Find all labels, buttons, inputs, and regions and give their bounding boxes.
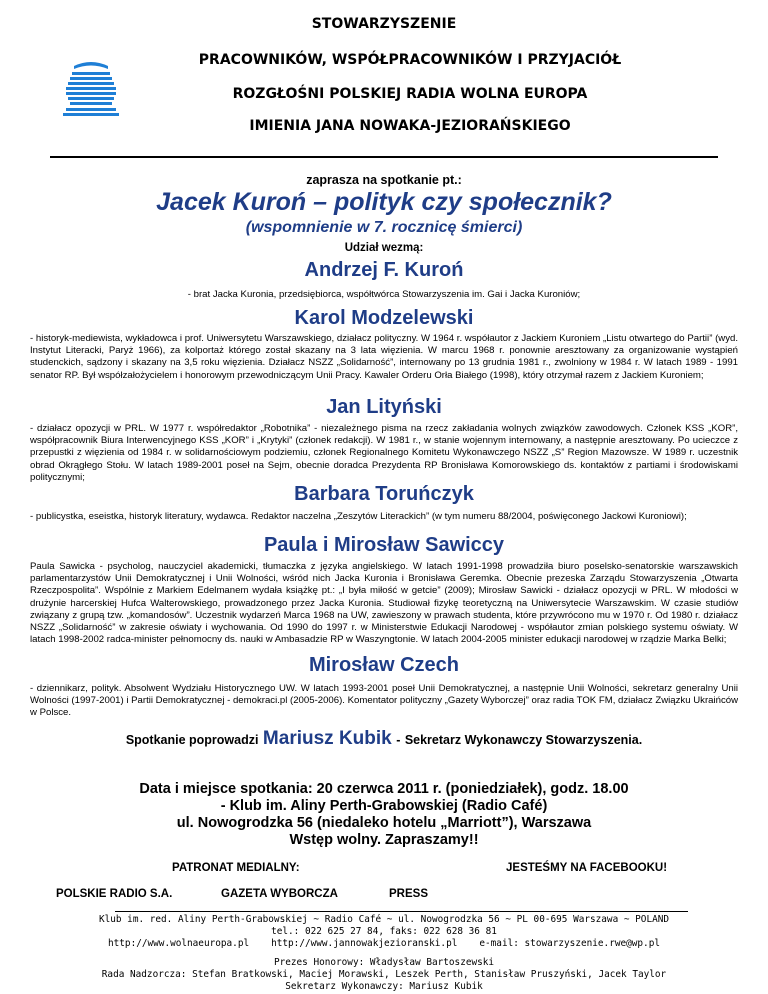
- speaker-bio: Paula Sawicka - psycholog, nauczyciel akademicki, tłumaczka z języka angielskiego. W latach 1991-1998 prowadziła biuro poselsko-senatorskie warszawskich parlamentarzystów Unii Demokratycznej i Unii Wolności, wśród nich Jacka Kuronia i Bronisława Geremka. Obecnie prezeska Zarządu Stowarzyszenia „Otwarta Rzeczpospolita”. Wspólnie z Markiem Edelmanem wydała książkę pt.: „I była miłość w getcie” (2009); Mirosław Sawicki - działacz opozycji w PRL. W młodości w drużynie harcerskiej Hufca Walterowskiego, prowadzonego przez Jacka Kuronia. Studiował fizykę teoretyczną na Uniwersytecie Warszawskim. W czasie studiów związany z grupą tzw. „komandosów”. Uczestnik wydarzeń Marca 1968 na UW, zawieszony w prawach studenta, które przywrócono mu w 1970 r. Od 1980 r. działacz NSZZ „Solidarność” w zakresie oświaty i wychowania. Od 1990 do 1997 r. w Ministerstwie Edukacji Narodowej - współautor zmian polskiego systemu oświaty. W latach 1998-2002 radca-minister pełnomocny ds. nauki w Ambasadzie RP w Waszyngtonie. W latach 2004-2005 minister edukacji narodowej w rządzie Marka Belki;: [30, 561, 738, 646]
- speaker-bio: - dziennikarz, polityk. Absolwent Wydziału Historycznego UW. W latach 1993-2001 poseł Unii Demokratycznej, a następnie Unii Wolności, sekretarz generalny Unii Wolności (1997-2001) i Partii Demokratycznej - demokraci.pl (2005-2006). Komentator polityczny „Gazety Wyborczej” oraz radia TOK FM, działacz Związku Ukraińców w Polsce.: [30, 683, 738, 719]
- supervisory-board: Rada Nadzorcza: Stefan Bratkowski, Maciej Morawski, Leszek Perth, Stanisław Pruszyński, Jacek Taylor: [101, 969, 667, 980]
- media-patron: GAZETA WYBORCZA: [221, 888, 338, 900]
- patronat-label: PATRONAT MEDIALNY:: [172, 862, 300, 874]
- event-intro: zaprasza na spotkanie pt.:: [306, 173, 462, 187]
- web-link[interactable]: http://www.jannowakjezioranski.pl: [271, 938, 458, 949]
- footer-phones: tel.: 022 625 27 84, faks: 022 628 36 81: [271, 926, 497, 937]
- speaker-name: Paula i Mirosław Sawiccy: [263, 534, 505, 556]
- moderator-dash: -: [396, 733, 401, 747]
- executive-secretary: Sekretarz Wykonawczy: Mariusz Kubik: [285, 981, 483, 992]
- event-date-place: Data i miejsce spotkania: 20 czerwca 2011 r. (poniedziałek), godz. 18.00: [139, 781, 629, 797]
- rwe-logo-icon: [60, 56, 120, 116]
- footer-address: Klub im. red. Aliny Perth-Grabowskiej ~ Radio Café ~ ul. Nowogrodzka 56 ~ PL 00-695 Warszawa ~ POLAND: [98, 914, 670, 925]
- moderator-prefix: Spotkanie poprowadzi: [125, 733, 259, 747]
- media-patron: PRESS: [389, 888, 428, 900]
- event-entry: Wstęp wolny. Zapraszamy!!: [289, 832, 479, 848]
- speaker-bio: - publicystka, eseistka, historyk literatury, wydawca. Redaktor naczelna „Zeszytów Literackich” (w tym numeru 88/2004, poświęconego Jackowi Kuroniowi);: [30, 511, 687, 522]
- honorary-president: Prezes Honorowy: Władysław Bartoszewski: [273, 957, 495, 968]
- moderator-role: Sekretarz Wykonawczy Stowarzyszenia.: [404, 733, 643, 747]
- media-patron: POLSKIE RADIO S.A.: [56, 888, 173, 900]
- speaker-bio: - brat Jacka Kuronia, przedsiębiorca, współtwórca Stowarzyszenia im. Gai i Jacka Kuroniów;: [187, 289, 581, 300]
- event-title: Jacek Kuroń – polityk czy społecznik?: [156, 188, 612, 216]
- header-line-2: PRACOWNIKÓW, WSPÓŁPRACOWNIKÓW I PRZYJACIÓŁ: [198, 52, 622, 68]
- moderator-line: [0, 728, 768, 750]
- footer-links: [0, 938, 768, 950]
- speaker-name: Jan Lityński: [326, 396, 442, 418]
- speaker-name: Mirosław Czech: [308, 654, 460, 676]
- speaker-name: Karol Modzelewski: [294, 307, 474, 329]
- event-subtitle: (wspomnienie w 7. rocznicę śmierci): [245, 219, 523, 236]
- speaker-bio: - działacz opozycji w PRL. W 1977 r. współredaktor „Robotnika” - niezależnego pisma na rzecz zakładania wolnych związków zawodowych. Członek KSS „KOR”, współpracownik Biura Interwencyjnego KSS „KOR” i „Krytyki” (członek redakcji). W 1981 r., w stanie wojennym internowany, a następnie aresztowany. Po ucieczce z przepustki z więzienia od 1984 r. w solidarnościowym podziemiu, członek Regionalnego Komitetu Wykonawczego NSZZ „S” Region Mazowsze. W 1989 r. uczestnik obrad Okrągłego Stołu. W latach 1989-2001 poseł na Sejm, obecnie doradca Prezydenta RP Bronisława Komorowskiego ds. kontaktów z partiami i środowiskami politycznymi;: [30, 423, 738, 483]
- moderator-name: Mariusz Kubik: [262, 728, 392, 749]
- participants-label: Udział wezmą:: [344, 242, 424, 254]
- event-venue: - Klub im. Aliny Perth-Grabowskiej (Radio Café): [220, 798, 548, 814]
- header-line-1: STOWARZYSZENIE: [311, 16, 457, 32]
- header-line-4: IMIENIA JANA NOWAKA-JEZIORAŃSKIEGO: [249, 118, 571, 134]
- web-link[interactable]: http://www.wolnaeuropa.pl: [108, 938, 250, 949]
- footer-divider: [115, 911, 688, 912]
- header-divider: [50, 156, 718, 158]
- header-line-3: ROZGŁOŚNI POLSKIEJ RADIA WOLNA EUROPA: [232, 86, 588, 102]
- email-link[interactable]: e-mail: stowarzyszenie.rwe@wp.pl: [479, 938, 660, 949]
- event-address: ul. Nowogrodzka 56 (niedaleko hotelu „Marriott”), Warszawa: [176, 815, 592, 831]
- speaker-name: Andrzej F. Kuroń: [304, 259, 464, 281]
- facebook-label: JESTEŚMY NA FACEBOOKU!: [506, 862, 668, 874]
- speaker-bio: - historyk-mediewista, wykładowca i prof. Uniwersytetu Warszawskiego, działacz polityczny. W 1964 r. współautor z Jackiem Kuroniem „Listu otwartego do Partii” (wyd. Instytut Literacki, Paryż 1966), za kolportaż którego został skazany na 3 lata więzienia. W marcu 1968 r. ponownie aresztowany za organizowanie wystąpień studenckich, sądzony i skazany na 3,5 roku więzienia. Działacz NSZZ „Solidarność”, internowany po 13 grudnia 1981 r., zwolniony w 1984 r. W latach 1989 - 1991 senator RP. Był współzałożycielem i honorowym przewodniczącym Unii Pracy. Kawaler Orderu Orła Białego (1998), który otrzymał razem z Jackiem Kuroniem;: [30, 333, 738, 381]
- speaker-name: Barbara Toruńczyk: [294, 483, 474, 505]
